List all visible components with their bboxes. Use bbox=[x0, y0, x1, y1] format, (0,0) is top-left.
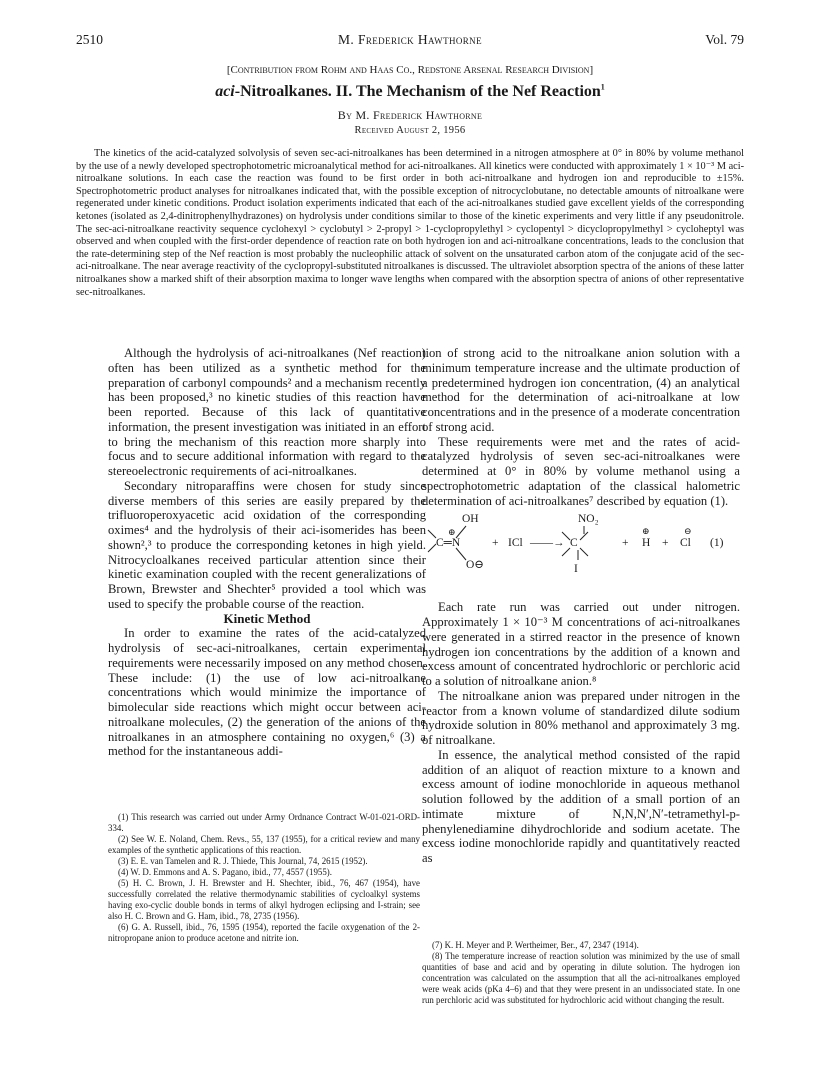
eq-i: I bbox=[574, 563, 578, 576]
eq-arrow: ——→ bbox=[530, 537, 565, 550]
paragraph: These requirements were met and the rates of acid-catalyzed hydrolysis of seven sec-aci-nitroalkanes were determined at 0° in 80% by volume methanol using a spectrophotometric adaptation of the classical halometric determination of aci-nitroalkanes⁷ described by equation (1). bbox=[422, 434, 740, 508]
paragraph: The nitroalkane anion was prepared under nitrogen in the reactor from a known volume of standardized dilute sodium hydroxide solution in 80% methanol and approximately 3 mg. of nitroalkane. bbox=[422, 688, 740, 747]
left-column bbox=[108, 346, 426, 759]
paragraph: Secondary nitroparaffins were chosen for study since diverse members of this series are easily prepared by the trifluoroperoxyacetic acid oxidation of the corresponding oximes⁴ and the hydrolysis of their aci-isomerides has been shown²,³ to produce the corresponding ketones in high yield. Nitrocycloalkanes received particular attention since their kinetic examination coupled with the recent generalizations of Brown, Brewster and Shechter⁵ provided a tool which was used to specify the probable course of the reaction. bbox=[108, 478, 426, 611]
footnote: (1) This research was carried out under Army Ordnance Contract W-01-021-ORD-334. bbox=[108, 812, 420, 833]
page-number: 2510 bbox=[76, 32, 103, 47]
title-prefix: aci bbox=[215, 83, 235, 100]
paragraph: In order to examine the rates of the acid-catalyzed hydrolysis of sec-aci-nitroalkanes, certain experimental requirements were necessarily imposed on any method chosen. These include: (1) the use of low aci-nitroalkane concentrations which would minimize the importance of bimolecular side reactions which might occur between aci-nitroalkane molecules, (2) the generation of the anions of the nitroalkanes in an atmosphere containing no oxygen,⁶ (3) a method for the instantaneous addi- bbox=[108, 626, 426, 759]
footnote: (6) G. A. Russell, ibid., 76, 1595 (1954), reported the facile oxygenation of the 2-nitropropane anion to produce acetone and nitrite ion. bbox=[108, 922, 420, 943]
running-head-author: M. Frederick Hawthorne bbox=[338, 32, 482, 47]
paragraph: tion of strong acid to the nitroalkane anion solution with a minimum temperature increase and the ultimate production of a predetermined hydrogen ion concentration, (4) an analytical method for the determination of aci-nitroalkane at low concentrations and in the presence of a moderate concentration of strong acid. bbox=[422, 346, 740, 434]
byline: By M. Frederick Hawthorne bbox=[337, 108, 483, 122]
eq-h-charge: ⊕ bbox=[642, 526, 650, 537]
right-column bbox=[422, 346, 740, 866]
right-footnotes bbox=[422, 940, 740, 1006]
abstract bbox=[76, 148, 744, 299]
eq-no2: NO₂ bbox=[578, 513, 599, 526]
left-footnotes bbox=[108, 812, 420, 944]
eq-plus-3: + bbox=[662, 537, 669, 550]
eq-c-eq-n: C═N bbox=[436, 537, 461, 550]
contribution-line: [Contribution from Rohm and Haas Co., Redstone Arsenal Research Division] bbox=[226, 64, 594, 76]
eq-c: C bbox=[570, 537, 578, 550]
equation-number: (1) bbox=[710, 537, 724, 550]
received-date: Received August 2, 1956 bbox=[354, 125, 466, 136]
footnote: (8) The temperature increase of reaction solution was minimized by the use of small quantities of base and acid and by operating in dilute solution. The hydrogen ion concentration was calculated on the assumption that all the aci-nitroalkanes employed were weak acids (pKa 4–6) and that they were present in an undissociated state. In one run perchloric acid was substituted for hydrochloric acid without changing the result. bbox=[422, 951, 740, 1005]
running-head bbox=[76, 32, 744, 50]
footnote: (3) E. E. van Tamelen and R. J. Thiede, This Journal, 74, 2615 (1952). bbox=[118, 856, 368, 866]
abstract-text: The kinetics of the acid-catalyzed solvolysis of seven sec-aci-nitroalkanes has been determined in a nitrogen atmosphere at 0° in 80% by volume methanol by the use of a newly developed spectrophotometric microanalytical method for aci-nitroalkanes. All kinetics were conducted with approximately 1 × 10⁻³ M aci-nitroalkane solutions. In each case the reaction was found to be first order in both aci-nitroalkane and hydrogen ion and reproducible to ±15%. Spectrophotometric product analyses for nitroalkanes indicated that, with the possible exception of nitrocyclobutane, no detectable amounts of nitroalkane were regenerated under kinetic conditions. Product isolation experiments indicated that each of the aci-nitroalkanes studied gave excellent yields of the corresponding ketones (isolated as 2,4-dinitrophenylhydrazones) on hydrolysis under conditions similar to those of the kinetic experiments and very little if any pseudonitrole. The sec-aci-nitroalkane reactivity sequence cyclohexyl > cyclobutyl > 2-propyl > 1-cyclopropylethyl > cyclopentyl > dicyclopropylmethyl > cycloheptyl was observed and when coupled with the first-order dependence of reaction rate on both hydrogen ion and aci-nitroalkane concentrations, leads to the conclusion that the rate-determining step of the Nef reaction is most probably the nucleophilic attack of solvent on the unsaturated carbon atom of the conjugate acid of the sec-aci-nitroalkane. The near average reactivity of the cyclopropyl-substituted nitroalkanes is discussed. The ultraviolet absorption spectra of the anions of these latter nitroalkanes show a marked shift of their absorption maxima to longer wave lengths when compared with the absorption spectra of anions of other representative sec-nitroalkanes. bbox=[76, 148, 744, 298]
eq-cl-charge: ⊖ bbox=[684, 526, 692, 537]
paragraph: Each rate run was carried out under nitrogen. Approximately 1 × 10⁻³ M concentrations of aci-nitroalkanes were generated in a stirred reactor in the presence of known hydrogen ion concentrations by the addition of a known and excess amount of concentrated hydrochloric or perchloric acid to a solution of nitroalkane anion.⁸ bbox=[422, 600, 740, 688]
footnote: (5) H. C. Brown, J. H. Brewster and H. Shechter, ibid., 76, 467 (1954), have successfully correlated the relative thermodynamic stabilities of cycloalkyl systems having exo-cyclic double bonds in terms of alkyl hydrogen eclipsing and I-strain; see also H. C. Brown and G. Ham, ibid., 78, 2735 (1956). bbox=[108, 878, 420, 921]
footnote: (4) W. D. Emmons and A. S. Pagano, ibid., 77, 4557 (1955). bbox=[118, 867, 332, 877]
eq-o-minus: O⊖ bbox=[466, 559, 484, 572]
volume-number: Vol. 79 bbox=[705, 32, 744, 47]
eq-icl: ICl bbox=[508, 537, 523, 550]
section-heading: Kinetic Method bbox=[223, 610, 311, 626]
article-title bbox=[0, 83, 820, 101]
footnote: (7) K. H. Meyer and P. Wertheimer, Ber., 47, 2347 (1914). bbox=[432, 940, 639, 950]
footnote: (2) See W. E. Noland, Chem. Revs., 55, 137 (1955), for a critical review and many examples of the synthetic applications of this reaction. bbox=[108, 834, 420, 855]
eq-cl: Cl bbox=[680, 537, 691, 550]
equation-1 bbox=[422, 512, 740, 594]
paragraph: In essence, the analytical method consisted of the rapid addition of an aliquot of reaction mixture to a known and excess amount of iodine monochloride in aqueous methanol solution followed by the addition of a small portion of an intimate mixture of N,N,N′,N′-tetramethyl-p-phenylenediamine dihydrochloride and sodium acetate. The excess iodine monochloride rapidly and quantitatively reacted as bbox=[422, 747, 740, 865]
eq-h: H bbox=[642, 537, 651, 550]
title-footnote-mark: 1 bbox=[600, 82, 605, 92]
eq-plus-2: + bbox=[622, 537, 629, 550]
paragraph: Although the hydrolysis of aci-nitroalkanes (Nef reaction) often has been utilized as a synthetic method for the preparation of carbonyl compounds² and a mechanism recently has been proposed,³ no kinetic studies of this reaction have been reported. Because of this lack of quantitative information, the present investigation was initiated in an effort to bring the mechanism of this reaction more sharply into focus and to secure additional information with regard to the stereoelectronic requirements of aci-nitroalkanes. bbox=[108, 346, 426, 478]
eq-plus-charge: ⊕ bbox=[448, 527, 456, 538]
eq-plus-1: + bbox=[492, 537, 499, 550]
title-main: -Nitroalkanes. II. The Mechanism of the Nef Reaction bbox=[234, 83, 601, 100]
eq-oh: OH bbox=[462, 513, 479, 526]
